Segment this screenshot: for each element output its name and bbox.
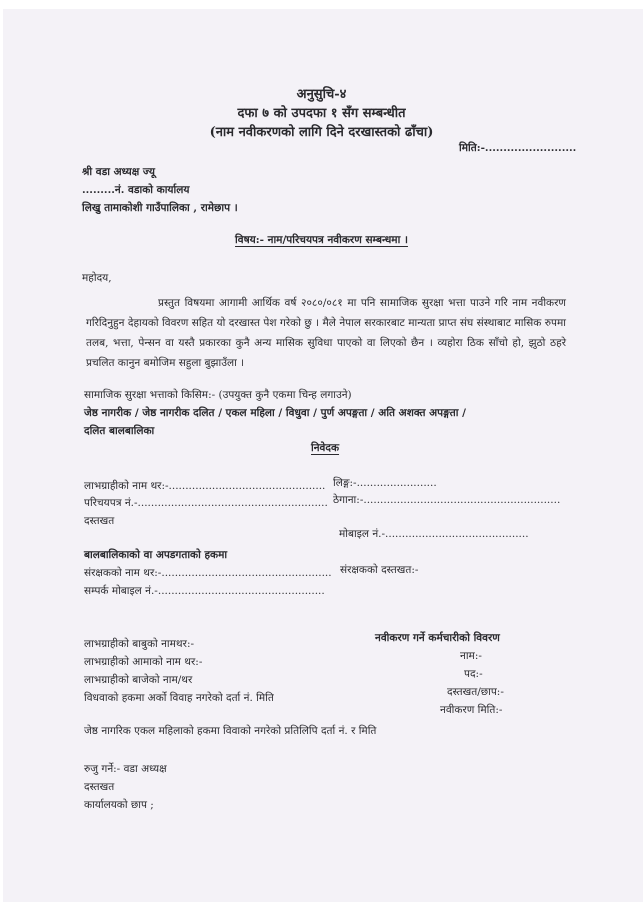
verified-by: रुजु गर्ने:- वडा अध्यक्ष (84, 763, 167, 775)
office-stamp: कार्यालयको छाप ; (84, 799, 154, 811)
body-paragraph (86, 293, 566, 373)
beneficiary-name-field: लाभग्राहीको नाम थर:-............................................... (84, 480, 326, 492)
guardian-heading: बालबालिकाको वा अपडगताको हकमा (84, 549, 228, 561)
applicant-signature: दस्तखत (84, 515, 115, 527)
allowance-type-options: जेष्ठ नागरीक / जेष्ठ नागरीक दलित / एकल महिला / विधुवा / पुर्ण अपङ्गता / अति अशक्त अपङ्गता / (84, 407, 466, 419)
verifier-signature: दस्तखत (84, 781, 115, 793)
father-name-field: लाभग्राहीको बाबुको नामथर:- (84, 638, 195, 650)
renewal-date-field: नवीकरण मिति:- (440, 704, 503, 716)
guardian-signature-field: संरक्षकको दस्तखत:- (340, 564, 419, 576)
mother-name-field: लाभग्राहीको आमाको नाम थर:- (84, 656, 203, 668)
addressee-line-2: .........नं. वडाको कार्यालय (82, 184, 190, 196)
addressee-line-3: लिखु तामाकोशी गाउँपालिका , रामेछाप । (82, 202, 238, 214)
staff-signature-field: दस्तखत/छाप:- (447, 686, 504, 698)
section-reference: दफा ७ को उपदफा १ सँग सम्बन्धीत (237, 106, 406, 121)
address-field: ठेगाना:-........................................................... (333, 494, 561, 506)
salutation: महोदय, (82, 272, 112, 284)
body-paragraph-text: प्रस्तुत विषयमा आगामी आर्थिक वर्ष २०८०/०८१ मा पनि सामाजिक सुरक्षा भत्ता पाउने गरि नाम नवीकरण गरिदिनुहुन देहायको विवरण सहित यो दरखास्त पेश गरेको छु । मैले नेपाल सरकारबाट मान्यता प्राप्त संघ संस्थाबाट मासिक रुपमा तलब, भत्ता, पेन्सन वा यस्तै प्रकारका कुनै अन्य मासिक सुविधा पाएको वा लिएको छैन । व्यहोरा ठिक साँचो हो, झुठो ठहरे प्रचलित कानुन बमोजिम सहुला बुझाउँला । (86, 297, 566, 369)
id-number-field: परिचयपत्र नं.-......................................................... (84, 497, 328, 509)
allowance-type-label: सामाजिक सुरक्षा भत्ताको किसिम:- (उपयुक्त कुनै एकमा चिन्ह लगाउने) (84, 389, 352, 401)
subject-line: विषय:- नाम/परिचयपत्र नवीकरण सम्बन्धमा । (235, 234, 408, 246)
schedule-title: अनुसुचि-४ (296, 87, 347, 102)
allowance-type-options-cont: दलित बालबालिका (84, 425, 155, 437)
applicant-heading: निवेदक (311, 442, 340, 454)
gender-field: लिङ्ग:-........................ (333, 477, 437, 489)
grandfather-name-field: लाभग्राहीको बाजेको नाम/थर (84, 674, 193, 686)
staff-post-field: पद:- (464, 668, 483, 680)
form-title: (नाम नवीकरणको लागि दिने दरखास्तको ढाँचा) (209, 125, 434, 140)
date-field: मिति:-......................... (459, 142, 577, 154)
guardian-name-field: संरक्षकको नाम थर:-................................................... (84, 567, 332, 579)
guardian-mobile-field: सम्पर्क मोबाइल नं.-.................................................. (84, 585, 325, 597)
staff-details-heading: नवीकरण गर्ने कर्मचारीको विवरण (375, 632, 500, 644)
mobile-field: मोबाइल नं.-........................................... (339, 528, 529, 540)
widow-registration-field: विधवाको हकमा अर्को विवाह नगरेको दर्ता नं. मिति (84, 692, 274, 704)
single-woman-registration-field: जेष्ठ नागरिक एकल महिलाको हकमा विवाको नगरेको प्रतिलिपि दर्ता नं. र मिति (84, 725, 377, 737)
addressee-line-1: श्री वडा अध्यक्ष ज्यू (82, 166, 155, 178)
staff-name-field: नाम:- (460, 650, 482, 662)
